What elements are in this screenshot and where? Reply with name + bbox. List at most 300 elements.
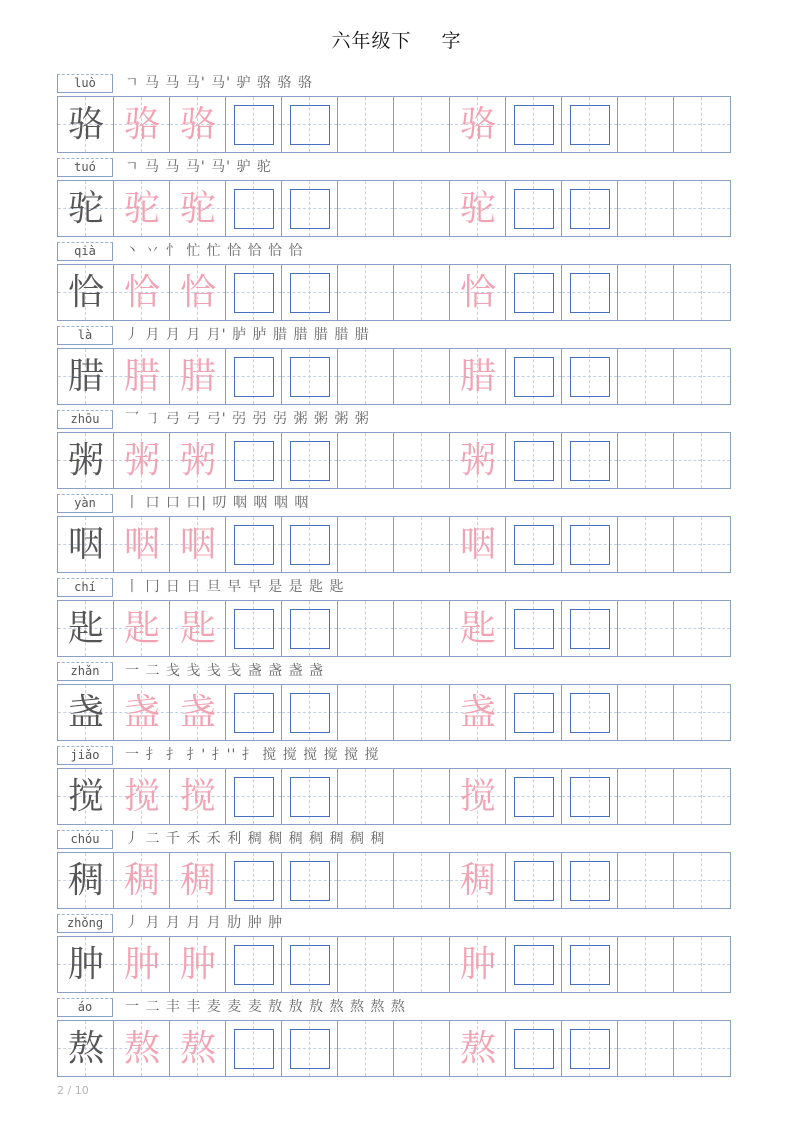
stroke-order: 丿 月 月 月 月' 胪 胪 腊 腊 腊 腊 腊 — [125, 327, 370, 343]
grid-cell-empty[interactable] — [618, 601, 674, 656]
grid-cell-box[interactable] — [226, 601, 282, 656]
grid-cell-box[interactable] — [226, 433, 282, 488]
grid-cell-trace[interactable] — [450, 517, 506, 572]
guide-line — [421, 937, 422, 992]
grid-cell-box[interactable] — [226, 769, 282, 824]
guide-line — [645, 181, 646, 236]
grid-cell-box[interactable] — [226, 517, 282, 572]
grid-cell-box[interactable] — [226, 349, 282, 404]
grid-cell-empty[interactable] — [618, 1021, 674, 1076]
grid-cell-empty[interactable] — [618, 937, 674, 992]
trace-character: 匙 — [123, 608, 160, 649]
guide-line — [365, 517, 366, 572]
grid-cell-empty[interactable] — [394, 433, 450, 488]
grid-cell-box[interactable] — [226, 181, 282, 236]
grid-cell-trace[interactable] — [170, 349, 226, 404]
grid-cell-trace[interactable] — [170, 853, 226, 908]
grid-cell-empty[interactable] — [618, 517, 674, 572]
practice-box[interactable] — [290, 441, 330, 481]
grid-cell-empty[interactable] — [618, 853, 674, 908]
grid-cell-box[interactable] — [562, 97, 618, 152]
model-character: 恰 — [67, 272, 104, 313]
trace-character: 粥 — [123, 440, 160, 481]
practice-box[interactable] — [514, 1029, 554, 1069]
practice-box[interactable] — [570, 945, 610, 985]
practice-box[interactable] — [234, 609, 274, 649]
grid-cell-empty[interactable] — [618, 685, 674, 740]
grid-cell-empty[interactable] — [618, 349, 674, 404]
trace-character: 恰 — [123, 272, 160, 313]
pinyin-label: là — [57, 326, 113, 345]
grid-cell-trace[interactable] — [114, 97, 170, 152]
guide-line — [645, 1021, 646, 1076]
model-character: 熬 — [67, 1028, 104, 1069]
grid-cell-trace[interactable] — [450, 685, 506, 740]
guide-line — [421, 853, 422, 908]
practice-row — [57, 432, 731, 489]
grid-cell-empty[interactable] — [674, 517, 730, 572]
grid-cell-trace[interactable] — [450, 433, 506, 488]
grid-cell-empty[interactable] — [618, 265, 674, 320]
grid-cell-empty[interactable] — [338, 265, 394, 320]
grid-cell-model — [58, 937, 114, 992]
grid-cell-box[interactable] — [562, 181, 618, 236]
stroke-order: 丨 冂 日 日 旦 早 早 是 是 匙 匙 — [125, 579, 345, 595]
grid-cell-box[interactable] — [562, 853, 618, 908]
grid-cell-empty[interactable] — [618, 181, 674, 236]
grid-cell-box[interactable] — [282, 97, 338, 152]
guide-line — [421, 1021, 422, 1076]
grid-cell-box[interactable] — [562, 937, 618, 992]
pinyin-label: áo — [57, 998, 113, 1017]
grid-cell-empty[interactable] — [674, 853, 730, 908]
guide-line — [365, 349, 366, 404]
practice-box[interactable] — [234, 693, 274, 733]
grid-cell-empty[interactable] — [394, 685, 450, 740]
practice-box[interactable] — [290, 777, 330, 817]
model-character: 稠 — [67, 860, 104, 901]
grid-cell-trace[interactable] — [170, 937, 226, 992]
stroke-order: 丿 月 月 月 月 肋 肿 肿 — [125, 915, 284, 931]
grid-cell-trace[interactable] — [170, 769, 226, 824]
trace-character: 熬 — [179, 1028, 216, 1069]
pinyin-label: chí — [57, 578, 113, 597]
practice-box[interactable] — [290, 609, 330, 649]
practice-box[interactable] — [234, 945, 274, 985]
practice-box[interactable] — [570, 525, 610, 565]
grid-cell-box[interactable] — [562, 1021, 618, 1076]
guide-line — [701, 97, 702, 152]
practice-row — [57, 852, 731, 909]
grid-cell-empty[interactable] — [338, 517, 394, 572]
trace-character: 盏 — [179, 692, 216, 733]
grid-cell-empty[interactable] — [338, 97, 394, 152]
practice-row — [57, 96, 731, 153]
grid-cell-box[interactable] — [282, 517, 338, 572]
guide-line — [365, 685, 366, 740]
trace-character: 肿 — [179, 944, 216, 985]
grid-cell-trace[interactable] — [450, 349, 506, 404]
pinyin-label: zhōu — [57, 410, 113, 429]
guide-line — [674, 460, 730, 461]
grid-cell-trace[interactable] — [114, 685, 170, 740]
stroke-order: 丨 口 口 口| 叨 咽 咽 咽 咽 — [125, 495, 310, 511]
grid-cell-box[interactable] — [562, 601, 618, 656]
practice-box[interactable] — [234, 105, 274, 145]
grid-cell-box[interactable] — [562, 349, 618, 404]
grid-cell-box[interactable] — [506, 853, 562, 908]
model-character: 粥 — [67, 440, 104, 481]
grid-cell-model — [58, 181, 114, 236]
grid-cell-box[interactable] — [226, 97, 282, 152]
practice-box[interactable] — [514, 693, 554, 733]
grid-cell-box[interactable] — [506, 517, 562, 572]
grid-cell-box[interactable] — [562, 769, 618, 824]
grid-cell-trace[interactable] — [450, 769, 506, 824]
grid-cell-trace[interactable] — [114, 853, 170, 908]
guide-line — [365, 937, 366, 992]
pinyin-label: zhǎn — [57, 662, 113, 681]
practice-box[interactable] — [234, 525, 274, 565]
trace-character: 咽 — [179, 524, 216, 565]
guide-line — [701, 433, 702, 488]
grid-cell-empty[interactable] — [394, 937, 450, 992]
grid-cell-empty[interactable] — [338, 853, 394, 908]
grid-cell-box[interactable] — [506, 601, 562, 656]
grid-cell-trace[interactable] — [450, 853, 506, 908]
grid-cell-box[interactable] — [282, 601, 338, 656]
guide-line — [365, 1021, 366, 1076]
grid-cell-empty[interactable] — [674, 433, 730, 488]
guide-line — [674, 208, 730, 209]
guide-line — [421, 181, 422, 236]
trace-character: 搅 — [179, 776, 216, 817]
grid-cell-model — [58, 853, 114, 908]
guide-line — [674, 796, 730, 797]
trace-character: 熬 — [123, 1028, 160, 1069]
grid-cell-empty[interactable] — [338, 769, 394, 824]
practice-box[interactable] — [234, 357, 274, 397]
model-character: 咽 — [67, 524, 104, 565]
trace-character: 匙 — [459, 608, 496, 649]
page-number: 2 / 10 — [57, 1084, 89, 1097]
guide-line — [421, 601, 422, 656]
guide-line — [701, 769, 702, 824]
practice-box[interactable] — [570, 441, 610, 481]
trace-character: 腊 — [459, 356, 496, 397]
guide-line — [701, 517, 702, 572]
grid-cell-empty[interactable] — [338, 181, 394, 236]
grid-cell-box[interactable] — [282, 853, 338, 908]
practice-box[interactable] — [514, 525, 554, 565]
grid-cell-trace[interactable] — [114, 937, 170, 992]
grid-cell-trace[interactable] — [114, 265, 170, 320]
title-char-label: 字 — [441, 30, 462, 52]
practice-box[interactable] — [514, 189, 554, 229]
grid-cell-box[interactable] — [226, 853, 282, 908]
guide-line — [674, 880, 730, 881]
grid-cell-empty[interactable] — [674, 265, 730, 320]
model-character: 骆 — [67, 104, 104, 145]
guide-line — [674, 712, 730, 713]
grid-cell-model — [58, 433, 114, 488]
practice-box[interactable] — [234, 1029, 274, 1069]
practice-box[interactable] — [234, 861, 274, 901]
trace-character: 稠 — [123, 860, 160, 901]
grid-cell-model — [58, 349, 114, 404]
practice-box[interactable] — [514, 945, 554, 985]
practice-row — [57, 936, 731, 993]
grid-cell-empty[interactable] — [338, 349, 394, 404]
grid-cell-trace[interactable] — [170, 517, 226, 572]
guide-line — [645, 517, 646, 572]
grid-cell-trace[interactable] — [114, 517, 170, 572]
grid-cell-box[interactable] — [282, 349, 338, 404]
guide-line — [645, 937, 646, 992]
grid-cell-trace[interactable] — [170, 265, 226, 320]
practice-box[interactable] — [514, 105, 554, 145]
trace-character: 稠 — [179, 860, 216, 901]
grid-cell-trace[interactable] — [114, 433, 170, 488]
practice-box[interactable] — [290, 945, 330, 985]
stroke-order: 一 二 戋 戋 戋 戋 盏 盏 盏 盏 — [125, 663, 325, 679]
grid-cell-empty[interactable] — [338, 1021, 394, 1076]
guide-line — [421, 685, 422, 740]
practice-box[interactable] — [570, 189, 610, 229]
guide-line — [674, 544, 730, 545]
practice-box[interactable] — [570, 693, 610, 733]
grid-cell-box[interactable] — [226, 685, 282, 740]
guide-line — [645, 769, 646, 824]
trace-character: 咽 — [123, 524, 160, 565]
guide-line — [365, 601, 366, 656]
grid-cell-empty[interactable] — [394, 97, 450, 152]
grid-cell-box[interactable] — [506, 433, 562, 488]
practice-box[interactable] — [290, 525, 330, 565]
grid-cell-empty[interactable] — [338, 685, 394, 740]
stroke-order: 一 扌 扌 扌' 扌'' 扌 搅 搅 搅 搅 搅 搅 — [125, 747, 380, 763]
practice-box[interactable] — [570, 1029, 610, 1069]
trace-character: 恰 — [179, 272, 216, 313]
stroke-order: 一 二 丰 丰 麦 麦 麦 敖 敖 敖 熬 熬 熬 熬 — [125, 999, 406, 1015]
practice-box[interactable] — [514, 273, 554, 313]
model-character: 肿 — [67, 944, 104, 985]
grid-cell-box[interactable] — [506, 265, 562, 320]
grid-cell-box[interactable] — [562, 517, 618, 572]
trace-character: 驼 — [179, 188, 216, 229]
trace-character: 稠 — [459, 860, 496, 901]
grid-cell-trace[interactable] — [450, 937, 506, 992]
grid-cell-trace[interactable] — [114, 181, 170, 236]
practice-row — [57, 684, 731, 741]
grid-cell-empty[interactable] — [338, 433, 394, 488]
stroke-order: 丿 二 千 禾 禾 利 稠 稠 稠 稠 稠 稠 稠 — [125, 831, 386, 847]
grid-cell-empty[interactable] — [394, 181, 450, 236]
grid-cell-trace[interactable] — [450, 601, 506, 656]
practice-box[interactable] — [514, 861, 554, 901]
grid-cell-trace[interactable] — [450, 181, 506, 236]
practice-box[interactable] — [514, 441, 554, 481]
grid-cell-box[interactable] — [506, 181, 562, 236]
grid-cell-trace[interactable] — [170, 685, 226, 740]
grid-cell-trace[interactable] — [170, 601, 226, 656]
trace-character: 驼 — [123, 188, 160, 229]
practice-row — [57, 768, 731, 825]
grid-cell-empty[interactable] — [618, 769, 674, 824]
practice-box[interactable] — [290, 189, 330, 229]
practice-box[interactable] — [234, 189, 274, 229]
guide-line — [421, 97, 422, 152]
practice-box[interactable] — [290, 861, 330, 901]
guide-line — [365, 265, 366, 320]
practice-box[interactable] — [290, 105, 330, 145]
practice-box[interactable] — [234, 273, 274, 313]
grid-cell-trace[interactable] — [170, 433, 226, 488]
grid-cell-box[interactable] — [226, 937, 282, 992]
grid-cell-box[interactable] — [282, 937, 338, 992]
practice-box[interactable] — [290, 1029, 330, 1069]
grid-cell-box[interactable] — [506, 1021, 562, 1076]
grid-cell-box[interactable] — [506, 769, 562, 824]
grid-cell-empty[interactable] — [674, 685, 730, 740]
grid-cell-empty[interactable] — [674, 97, 730, 152]
grid-cell-trace[interactable] — [450, 97, 506, 152]
guide-line — [701, 181, 702, 236]
model-character: 匙 — [67, 608, 104, 649]
grid-cell-model — [58, 517, 114, 572]
grid-cell-empty[interactable] — [394, 265, 450, 320]
practice-box[interactable] — [514, 357, 554, 397]
guide-line — [365, 433, 366, 488]
grid-cell-trace[interactable] — [170, 1021, 226, 1076]
grid-cell-empty[interactable] — [618, 433, 674, 488]
model-character: 腊 — [67, 356, 104, 397]
grid-cell-empty[interactable] — [394, 853, 450, 908]
practice-box[interactable] — [290, 357, 330, 397]
grid-cell-box[interactable] — [562, 685, 618, 740]
practice-row — [57, 264, 731, 321]
guide-line — [365, 97, 366, 152]
grid-cell-trace[interactable] — [450, 265, 506, 320]
practice-box[interactable] — [570, 861, 610, 901]
grid-cell-empty[interactable] — [394, 769, 450, 824]
practice-box[interactable] — [234, 777, 274, 817]
pinyin-label: yàn — [57, 494, 113, 513]
guide-line — [674, 376, 730, 377]
grid-cell-empty[interactable] — [394, 601, 450, 656]
grid-cell-trace[interactable] — [170, 181, 226, 236]
guide-line — [701, 1021, 702, 1076]
practice-box[interactable] — [570, 105, 610, 145]
practice-box[interactable] — [514, 777, 554, 817]
practice-row — [57, 516, 731, 573]
title-grade: 六年级下 — [331, 30, 412, 52]
grid-cell-empty[interactable] — [674, 1021, 730, 1076]
guide-line — [701, 685, 702, 740]
trace-character: 肿 — [123, 944, 160, 985]
grid-cell-empty[interactable] — [618, 97, 674, 152]
stroke-order: 乛 ㇆ 弓 弓 弓' 弜 弜 弜 粥 粥 粥 粥 — [125, 411, 370, 427]
guide-line — [674, 964, 730, 965]
grid-cell-model — [58, 601, 114, 656]
grid-cell-empty[interactable] — [394, 517, 450, 572]
guide-line — [645, 97, 646, 152]
trace-character: 骆 — [459, 104, 496, 145]
model-character: 盏 — [67, 692, 104, 733]
grid-cell-model — [58, 1021, 114, 1076]
grid-cell-box[interactable] — [562, 265, 618, 320]
practice-box[interactable] — [514, 609, 554, 649]
trace-character: 匙 — [179, 608, 216, 649]
grid-cell-box[interactable] — [506, 349, 562, 404]
practice-box[interactable] — [570, 273, 610, 313]
grid-cell-empty[interactable] — [674, 601, 730, 656]
stroke-order: ㄱ 马 马 马' 马' 驴 驼 — [125, 159, 272, 175]
trace-character: 熬 — [459, 1028, 496, 1069]
grid-cell-model — [58, 265, 114, 320]
grid-cell-box[interactable] — [282, 265, 338, 320]
practice-row — [57, 1020, 731, 1077]
trace-character: 搅 — [123, 776, 160, 817]
grid-cell-box[interactable] — [226, 1021, 282, 1076]
trace-character: 粥 — [459, 440, 496, 481]
guide-line — [645, 265, 646, 320]
grid-cell-empty[interactable] — [338, 601, 394, 656]
grid-cell-trace[interactable] — [170, 97, 226, 152]
grid-cell-empty[interactable] — [674, 937, 730, 992]
trace-character: 腊 — [179, 356, 216, 397]
grid-cell-box[interactable] — [562, 433, 618, 488]
guide-line — [674, 292, 730, 293]
trace-character: 恰 — [459, 272, 496, 313]
grid-cell-trace[interactable] — [114, 769, 170, 824]
grid-cell-box[interactable] — [226, 265, 282, 320]
guide-line — [645, 601, 646, 656]
practice-box[interactable] — [570, 357, 610, 397]
grid-cell-trace[interactable] — [114, 1021, 170, 1076]
grid-cell-box[interactable] — [282, 181, 338, 236]
practice-box[interactable] — [570, 777, 610, 817]
grid-cell-empty[interactable] — [338, 937, 394, 992]
grid-cell-box[interactable] — [282, 685, 338, 740]
grid-cell-empty[interactable] — [674, 181, 730, 236]
trace-character: 骆 — [179, 104, 216, 145]
grid-cell-empty[interactable] — [394, 1021, 450, 1076]
guide-line — [701, 349, 702, 404]
grid-cell-trace[interactable] — [114, 601, 170, 656]
trace-character: 盏 — [459, 692, 496, 733]
grid-cell-empty[interactable] — [394, 349, 450, 404]
practice-box[interactable] — [234, 441, 274, 481]
trace-character: 咽 — [459, 524, 496, 565]
grid-cell-empty[interactable] — [674, 349, 730, 404]
grid-cell-trace[interactable] — [114, 349, 170, 404]
grid-cell-box[interactable] — [282, 769, 338, 824]
trace-character: 驼 — [459, 188, 496, 229]
grid-cell-trace[interactable] — [450, 1021, 506, 1076]
grid-cell-box[interactable] — [282, 1021, 338, 1076]
guide-line — [701, 937, 702, 992]
guide-line — [421, 517, 422, 572]
practice-box[interactable] — [290, 273, 330, 313]
grid-cell-box[interactable] — [506, 685, 562, 740]
grid-cell-box[interactable] — [506, 97, 562, 152]
grid-cell-empty[interactable] — [674, 769, 730, 824]
practice-box[interactable] — [570, 609, 610, 649]
practice-box[interactable] — [290, 693, 330, 733]
grid-cell-box[interactable] — [506, 937, 562, 992]
grid-cell-box[interactable] — [282, 433, 338, 488]
